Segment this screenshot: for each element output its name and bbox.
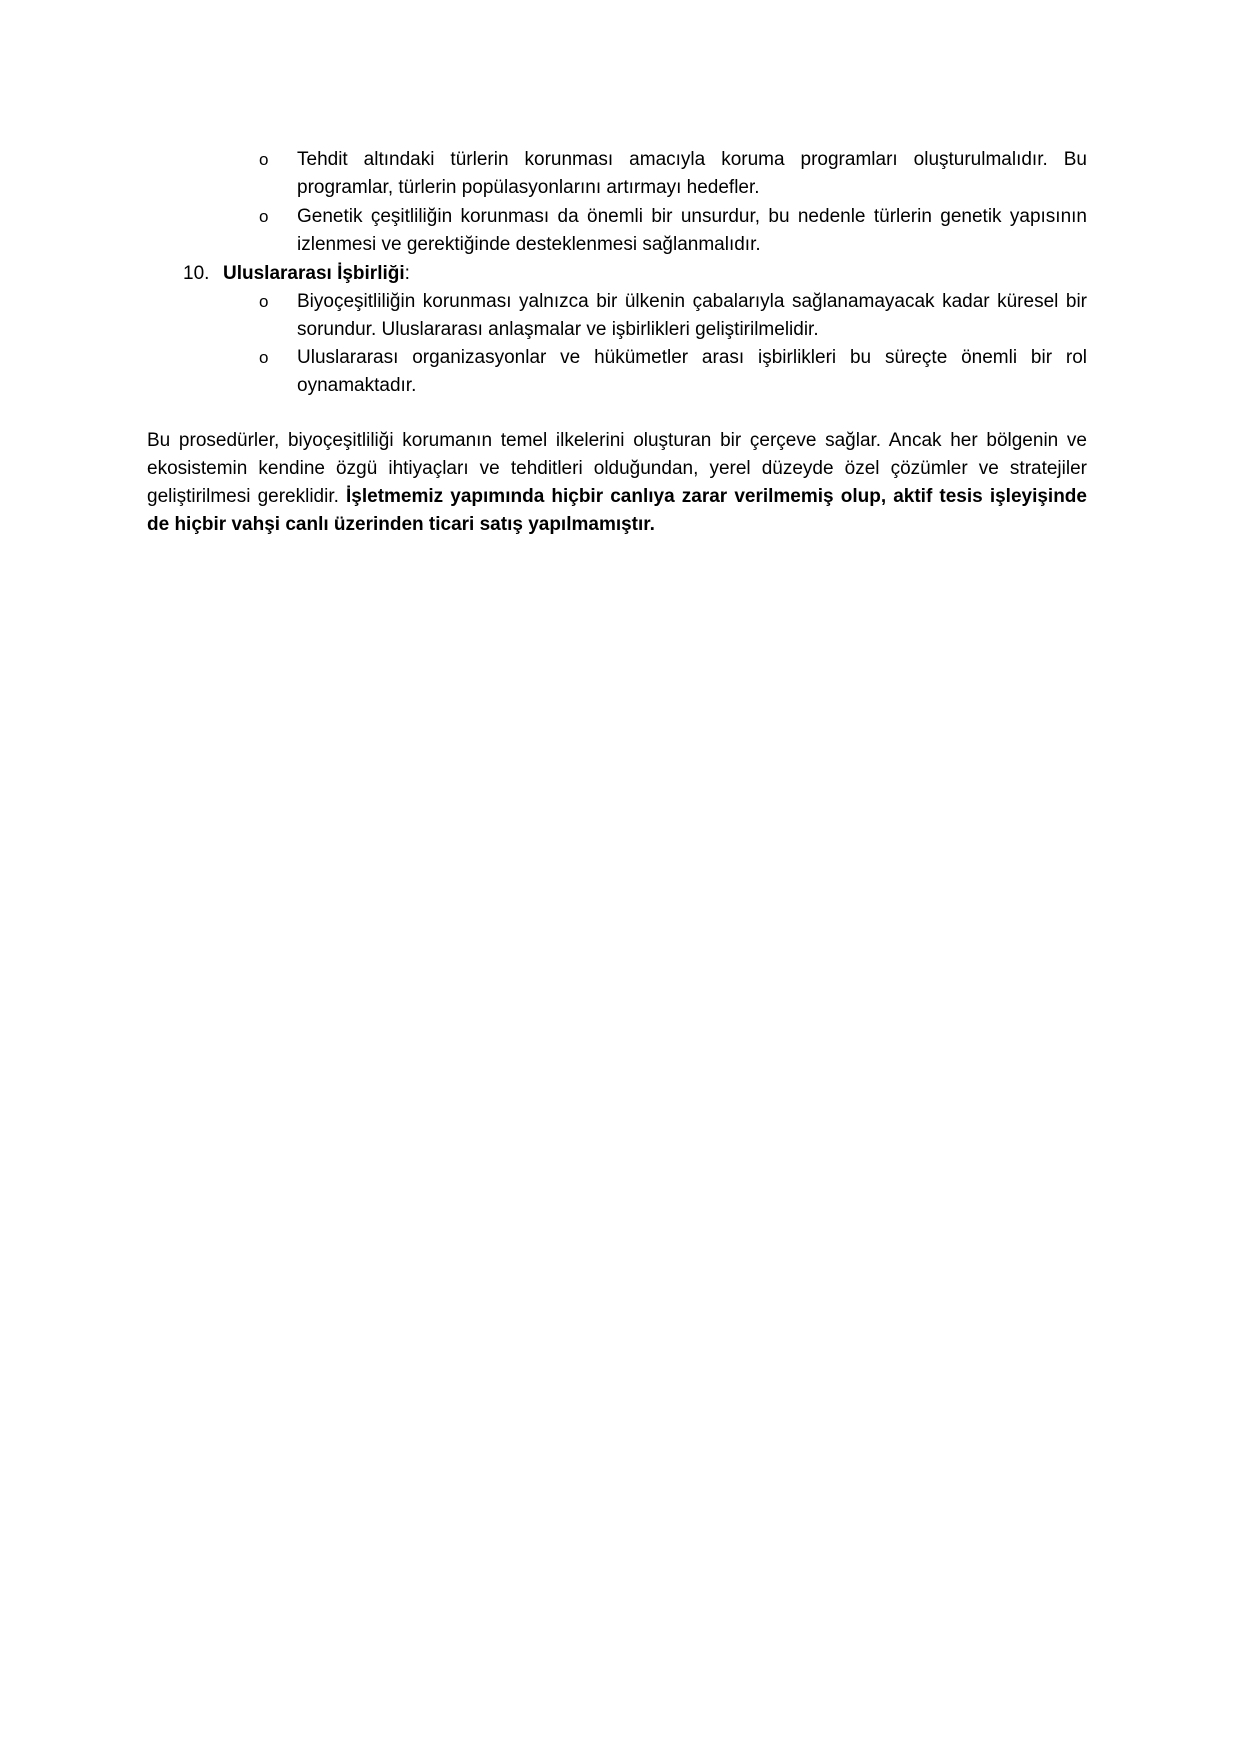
list-item-text: Biyoçeşitliliğin korunması yalnızca bir ülkenin çabalarıyla sağlanamayacak kadar küresel bir sorundur. Uluslararası anlaşmalar ve işbirlikleri geliştirilmelidir.	[297, 291, 1087, 340]
closing-text: Bu prosedürler, biyoçeşitliliği korumanın temel ilkelerini oluşturan bir çerçeve sağlar. Ancak her bölgenin ve ekosistemin kendine özgü ihtiyaçları ve tehditleri olduğundan, yerel düzeyde özel çözümler ve stratejiler geliştirilmesi gereklidir.	[147, 430, 1087, 507]
bullet-marker: o	[259, 348, 269, 367]
section-heading	[183, 260, 410, 288]
closing-emphasis: İşletmemiz yapımında hiçbir canlıya zarar verilmemiş olup, aktif tesis işleyişinde de hiçbir vahşi canlı üzerinden ticari satış yapılmamıştır.	[147, 486, 1087, 535]
bullet-marker: o	[259, 292, 269, 311]
list-item-text: Uluslararası organizasyonlar ve hükümetler arası işbirlikleri bu süreçte önemli bir rol oynamaktadır.	[297, 347, 1087, 396]
closing-paragraph	[147, 427, 1087, 539]
list-item-text: Tehdit altındaki türlerin korunması amacıyla koruma programları oluşturulmalıdır. Bu programlar, türlerin popülasyonlarını artırmayı hedefler.	[297, 149, 1087, 198]
bullet-marker: o	[259, 150, 269, 169]
bullet-marker: o	[259, 207, 269, 226]
section-number: 10.	[183, 263, 210, 284]
list-item-text: Genetik çeşitliliğin korunması da önemli bir unsurdur, bu nedenle türlerin genetik yapısının izlenmesi ve gerektiğinde desteklenmesi sağlanmalıdır.	[297, 206, 1087, 255]
section-title-suffix: :	[404, 263, 410, 284]
section-title: Uluslararası İşbirliği	[223, 263, 405, 284]
